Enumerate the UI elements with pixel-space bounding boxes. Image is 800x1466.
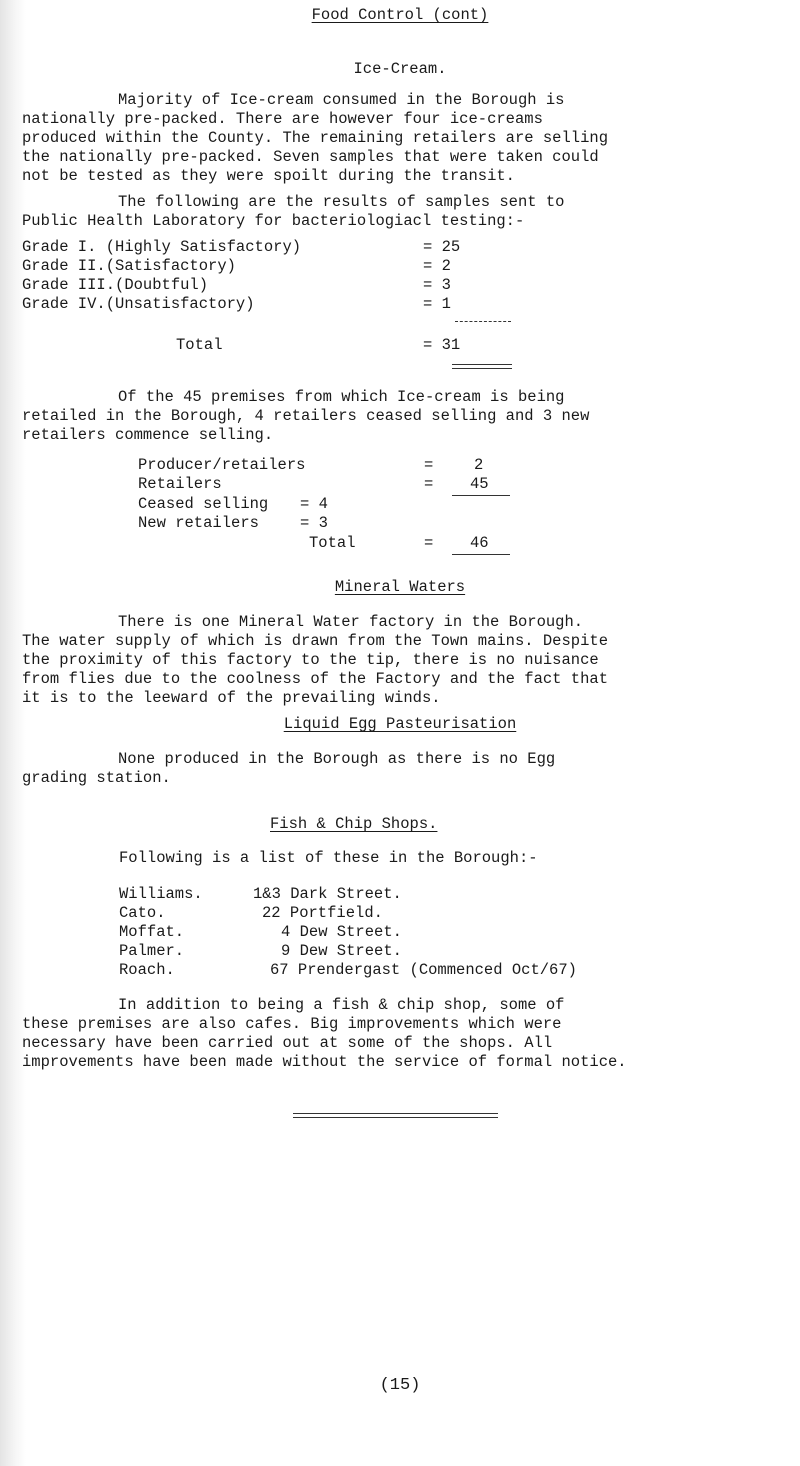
text-line: There is one Mineral Water factory in the Borough. bbox=[118, 613, 584, 631]
retailers-total-label: Total bbox=[309, 534, 356, 552]
fish-chip-paragraph bbox=[22, 996, 792, 1072]
section-end-double-rule bbox=[293, 1113, 498, 1118]
section-heading-liquid-egg: Liquid Egg Pasteurisation bbox=[283, 715, 517, 733]
text-line: produced within the County. The remaining retailers are selling bbox=[22, 129, 608, 147]
text-line: it is to the leeward of the prevailing winds. bbox=[22, 689, 441, 707]
text-line: None produced in the Borough as there is no Egg bbox=[118, 750, 556, 768]
shop-address: 67 Prendergast (Commenced Oct/67) bbox=[270, 961, 577, 979]
retailer-label: Producer/retailers bbox=[138, 456, 306, 474]
shop-name: Roach. bbox=[119, 961, 175, 979]
retailers-rule bbox=[452, 495, 510, 496]
text-line: Public Health Laboratory for bacteriologiacl testing:- bbox=[22, 212, 525, 230]
mineral-waters-paragraph bbox=[22, 613, 792, 708]
text-line: The water supply of which is drawn from the Town mains. Despite bbox=[22, 632, 608, 650]
retailer-label: Ceased selling bbox=[138, 495, 269, 513]
text-line: the proximity of this factory to the tip, there is no nuisance bbox=[22, 651, 599, 669]
grade-value: = 3 bbox=[423, 276, 451, 294]
text-line: retailers commence selling. bbox=[22, 426, 274, 444]
shop-address: 4 Dew Street. bbox=[281, 923, 402, 941]
text-line: Majority of Ice-cream consumed in the Borough is bbox=[118, 91, 565, 109]
retailers-total-rule bbox=[452, 554, 510, 555]
ice-cream-paragraph bbox=[22, 91, 792, 186]
total-double-rule bbox=[452, 364, 512, 369]
grade-label: Grade IV.(Unsatisfactory) bbox=[22, 295, 255, 313]
shop-name: Palmer. bbox=[119, 942, 185, 960]
text-line: the nationally pre-packed. Seven samples that were taken could bbox=[22, 148, 599, 166]
text-line: The following are the results of samples sent to bbox=[118, 193, 565, 211]
grade-label: Grade II.(Satisfactory) bbox=[22, 257, 236, 275]
retailer-label: Retailers bbox=[138, 475, 222, 493]
shop-address: 1&3 Dark Street. bbox=[253, 885, 402, 903]
subtotal-rule bbox=[455, 321, 511, 322]
samples-intro-paragraph bbox=[22, 193, 792, 231]
grade-value: = 2 bbox=[423, 257, 451, 275]
grades-total-label: Total bbox=[176, 336, 223, 354]
shop-address: 22 Portfield. bbox=[262, 904, 383, 922]
section-heading-mineral-waters: Mineral Waters bbox=[334, 578, 466, 596]
retailers-total-eq: = bbox=[424, 534, 434, 552]
fish-chip-intro: Following is a list of these in the Borough:- bbox=[119, 849, 538, 867]
section-heading-fish-chip: Fish & Chip Shops. bbox=[270, 815, 438, 833]
text-line: necessary have been carried out at some of the shops. All bbox=[22, 1034, 553, 1052]
text-line: improvements have been made without the service of formal notice. bbox=[22, 1053, 627, 1071]
retailer-label: New retailers bbox=[138, 514, 259, 532]
grade-value: = 1 bbox=[423, 295, 451, 313]
grades-total-value: = 31 bbox=[423, 336, 461, 354]
text-line: from flies due to the coolness of the Factory and the fact that bbox=[22, 670, 608, 688]
page-title: Food Control (cont) bbox=[311, 6, 489, 24]
retailer-eq: = bbox=[424, 456, 434, 474]
text-line: grading station. bbox=[22, 769, 171, 787]
retailer-eq: = 4 bbox=[300, 495, 328, 513]
text-line: not be tested as they were spoilt during the transit. bbox=[22, 167, 515, 185]
retailer-eq: = 3 bbox=[300, 514, 328, 532]
retailer-num: 45 bbox=[470, 475, 489, 493]
text-line: Of the 45 premises from which Ice-cream is being bbox=[118, 388, 565, 406]
premises-paragraph bbox=[22, 388, 792, 445]
text-line: In addition to being a fish & chip shop, some of bbox=[118, 996, 565, 1014]
shop-name: Williams. bbox=[119, 885, 203, 903]
shop-name: Moffat. bbox=[119, 923, 185, 941]
grade-label: Grade I. (Highly Satisfactory) bbox=[22, 238, 302, 256]
text-line: these premises are also cafes. Big improvements which were bbox=[22, 1015, 562, 1033]
retailer-eq: = bbox=[424, 475, 434, 493]
liquid-egg-paragraph bbox=[22, 750, 792, 788]
shop-address: 9 Dew Street. bbox=[281, 942, 402, 960]
grade-value: = 25 bbox=[423, 238, 461, 256]
page-number: (15) bbox=[379, 1376, 421, 1395]
shop-name: Cato. bbox=[119, 904, 166, 922]
section-heading-ice-cream: Ice-Cream. bbox=[353, 60, 447, 78]
text-line: nationally pre-packed. There are however four ice-creams bbox=[22, 110, 543, 128]
grade-label: Grade III.(Doubtful) bbox=[22, 276, 209, 294]
retailer-num: 2 bbox=[474, 456, 484, 474]
retailers-total-num: 46 bbox=[470, 534, 489, 552]
text-line: retailed in the Borough, 4 retailers ceased selling and 3 new bbox=[22, 407, 590, 425]
